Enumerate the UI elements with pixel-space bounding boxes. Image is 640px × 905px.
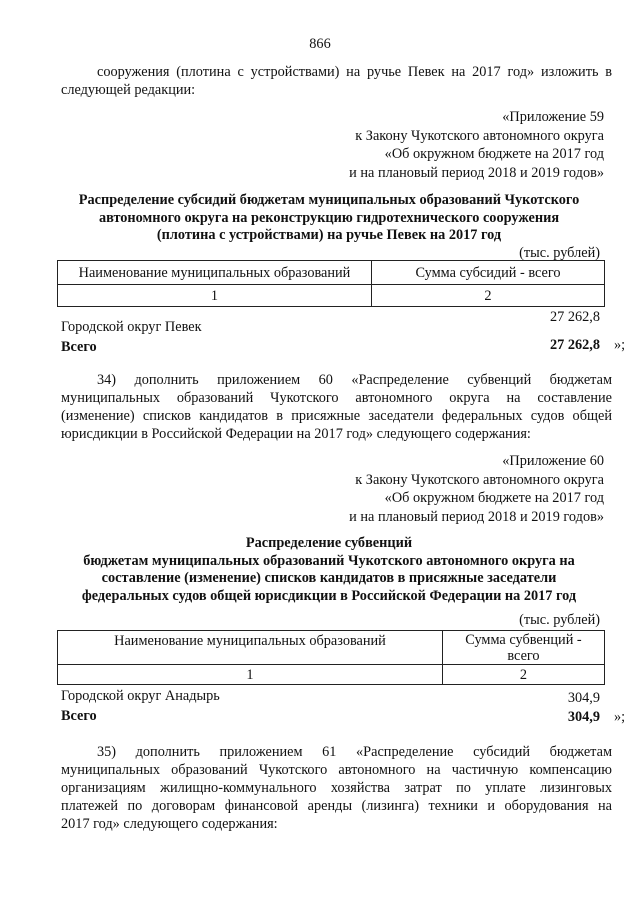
table2-closing: »; — [614, 709, 626, 725]
table2-col2-header — [443, 631, 605, 665]
appendix59-line-2: к Закону Чукотского автономного округа — [355, 127, 604, 144]
table2-total-value: 304,9 — [567, 709, 600, 725]
item35-line-1: 35) дополнить приложением 61 «Распределение субсидий бюджетам — [97, 744, 612, 760]
title60-line-4: федеральных судов общей юрисдикции в Российской Федерации на 2017 год — [81, 587, 577, 604]
table2-units: (тыс. рублей) — [519, 612, 600, 628]
table2 — [57, 630, 605, 685]
table2-col2-num: 2 — [443, 665, 605, 685]
appendix59-line-3: «Об окружном бюджете на 2017 год — [384, 146, 604, 162]
page-number: 866 — [309, 36, 331, 52]
title59-line-2: автономного округа на реконструкцию гидротехнического сооружения — [98, 209, 560, 226]
table1 — [57, 260, 605, 307]
table1-col2-header: Сумма субсидий - всего — [372, 261, 605, 285]
table2-row-label: Городской округ Анадырь — [61, 688, 220, 704]
title60-line-2: бюджетам муниципальных образований Чукотского автономного округа на — [83, 552, 575, 569]
table1-col1-num: 1 — [58, 285, 372, 307]
table2-total-label: Всего — [61, 708, 97, 724]
intro-line-2: следующей редакции: — [61, 82, 196, 98]
item35-line-3: организациям жилищно-коммунального хозяйства затрат по уплате лизинговых — [61, 780, 612, 796]
item34-line-2: муниципальных образований Чукотского автономного округа на составление — [61, 390, 612, 406]
item34-line-3: (изменение) списков кандидатов в присяжные заседатели федеральных судов общей — [61, 408, 612, 424]
appendix60-line-3: «Об окружном бюджете на 2017 год — [384, 490, 604, 506]
table1-total-label: Всего — [61, 339, 97, 355]
appendix60-line-1: «Приложение 60 — [502, 453, 604, 469]
title59-line-1: Распределение субсидий бюджетам муниципальных образований Чукотского — [78, 192, 580, 208]
table2-col2-header-line-1: Сумма субвенций - — [465, 631, 582, 648]
table2-row-value: 304,9 — [567, 690, 600, 706]
item35-line-4: платежей по договорам финансовой аренды (лизинга) техники и оборудования на — [61, 798, 612, 814]
appendix60-line-2: к Закону Чукотского автономного округа — [355, 471, 604, 488]
appendix59-line-1: «Приложение 59 — [502, 109, 604, 125]
table1-row-label: Городской округ Певек — [61, 319, 202, 335]
table1-col1-header: Наименование муниципальных образований — [58, 261, 372, 285]
table1-closing: »; — [614, 337, 626, 353]
table2-col1-num: 1 — [58, 665, 443, 685]
title59-line-3: (плотина с устройствами) на ручье Певек на 2017 год — [156, 227, 502, 243]
intro-line-1: сооружения (плотина с устройствами) на ручье Певек на 2017 год» изложить в — [97, 64, 612, 80]
appendix59-line-4: и на плановый период 2018 и 2019 годов» — [349, 164, 604, 181]
table2-col2-header-line-2: всего — [507, 647, 540, 664]
title60-line-1: Распределение субвенций — [245, 535, 413, 551]
item34-line-1: 34) дополнить приложением 60 «Распределение субвенций бюджетам — [97, 372, 612, 388]
table1-total-value: 27 262,8 — [549, 337, 600, 353]
item34-line-4: юрисдикции в Российской Федерации на 2017 год» следующего содержания: — [61, 426, 531, 442]
table1-col2-num: 2 — [372, 285, 605, 307]
table1-units: (тыс. рублей) — [519, 245, 600, 261]
title60-line-3: составление (изменение) списков кандидатов в присяжные заседатели — [101, 570, 557, 586]
appendix60-line-4: и на плановый период 2018 и 2019 годов» — [349, 508, 604, 525]
item35-line-5: 2017 год» следующего содержания: — [61, 816, 278, 832]
table2-col1-header: Наименование муниципальных образований — [58, 631, 443, 665]
table1-row-value: 27 262,8 — [549, 309, 600, 325]
item35-line-2: муниципальных образований Чукотского автономного на частичную компенсацию — [61, 762, 612, 778]
